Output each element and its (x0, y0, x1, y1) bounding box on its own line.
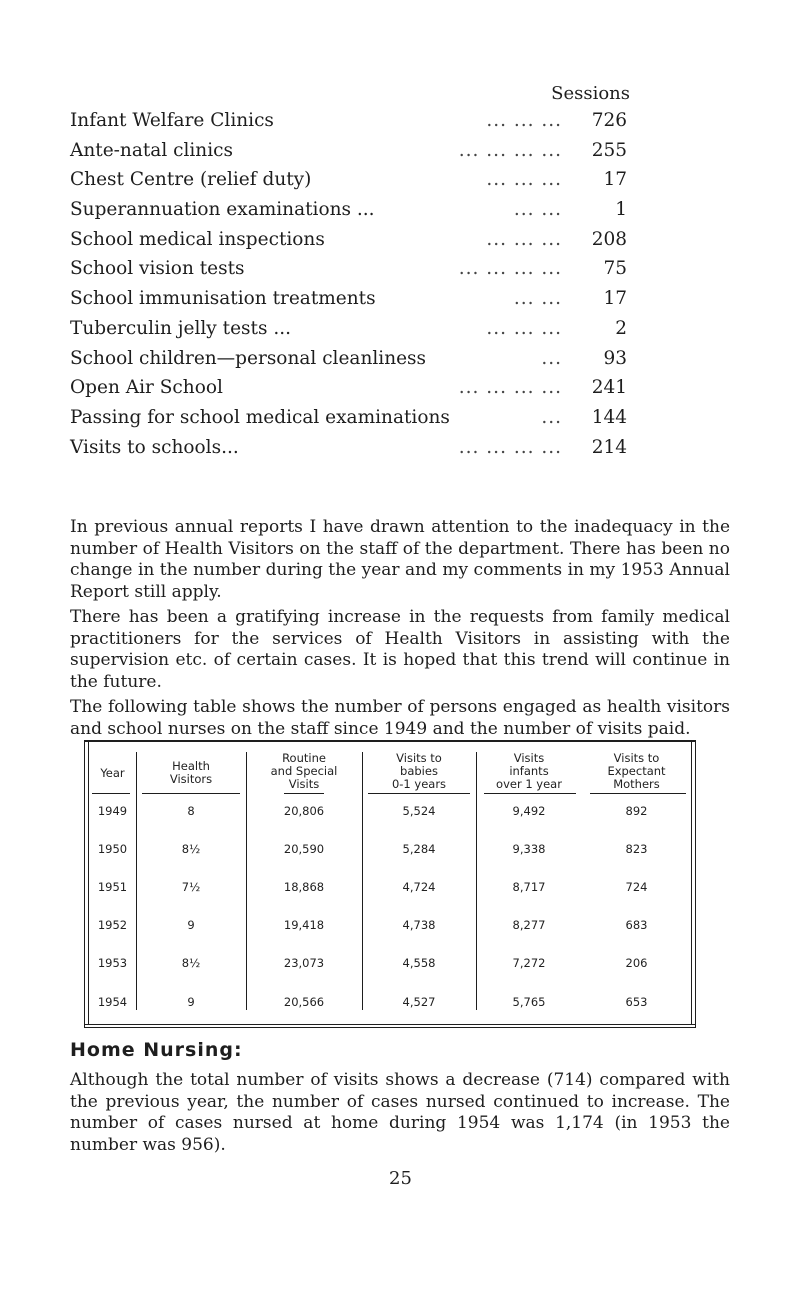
session-row (70, 433, 630, 463)
table-cell-year: 1949 (97, 804, 128, 818)
session-row (70, 165, 630, 195)
paragraph-table-intro: The following table shows the number of persons engaged as health visitors and school nurses on the staff since 1949 and the number of visits paid. (70, 697, 730, 739)
session-leader: ... ... ... ... (458, 436, 562, 458)
underline-health-visitors (142, 793, 240, 794)
underline-routine (284, 793, 324, 794)
table-cell-infants: 7,272 (512, 956, 546, 970)
table-cell-year: 1950 (97, 842, 128, 856)
session-label: School vision tests (70, 258, 245, 280)
session-row (70, 403, 630, 433)
session-rows (70, 106, 630, 462)
session-leader: ... (541, 347, 562, 369)
table-cell-babies: 4,558 (402, 956, 436, 970)
table-cell-infants: 5,765 (512, 995, 546, 1009)
session-leader: ... ... ... ... (458, 377, 562, 399)
table-cell-babies: 4,527 (402, 995, 436, 1009)
session-row (70, 344, 630, 374)
session-value: 75 (603, 258, 627, 280)
session-label: Superannuation examinations ... (70, 199, 375, 221)
sessions-list (70, 82, 630, 462)
table-cell-mothers: 823 (625, 842, 648, 856)
session-label: Infant Welfare Clinics (70, 110, 274, 131)
session-leader: ... ... ... (486, 228, 562, 250)
session-value: 17 (603, 169, 627, 191)
table-cell-hv: 9 (187, 995, 195, 1009)
session-leader: ... (541, 406, 562, 428)
session-row (70, 314, 630, 344)
table-cell-hv: 7½ (181, 880, 201, 894)
session-row (70, 284, 630, 314)
visits-table (84, 740, 696, 1028)
session-leader: ... ... (513, 199, 562, 221)
page-number: 25 (389, 1168, 412, 1189)
session-label: Visits to schools... (70, 436, 239, 458)
session-label: School medical inspections (70, 228, 325, 250)
underline-babies (368, 793, 470, 794)
table-bottom-rule-2 (84, 1027, 696, 1028)
table-right-line (695, 740, 696, 1028)
table-cell-hv: 8 (187, 804, 195, 818)
session-label: Tuberculin jelly tests ... (70, 317, 291, 339)
underline-year (92, 793, 130, 794)
table-cell-infants: 9,492 (512, 804, 546, 818)
table-cell-babies: 5,524 (402, 804, 436, 818)
session-label: Chest Centre (relief duty) (70, 169, 312, 191)
table-cell-mothers: 206 (625, 956, 648, 970)
session-value: 241 (591, 377, 627, 399)
home-nursing-paragraph: Although the total number of visits shows a decrease (714) compared with the previous year, the number of cases nursed continued to increase. The number of cases nursed at home during 1954 was 1,174 (in 1953 the number was 956). (70, 1070, 730, 1155)
table-cell-hv: 9 (187, 918, 195, 932)
table-left-line (84, 740, 85, 1028)
underline-mothers (590, 793, 686, 794)
session-value: 214 (591, 436, 627, 458)
table-cell-infants: 9,338 (512, 842, 546, 856)
table-cell-routine: 23,073 (283, 956, 325, 970)
table-cell-year: 1951 (97, 880, 128, 894)
session-row (70, 136, 630, 166)
table-cell-routine: 20,566 (283, 995, 325, 1009)
header-routine-special-visits: Routine and Special Visits (270, 751, 338, 791)
table-cell-infants: 8,277 (512, 918, 546, 932)
table-top-rule (84, 740, 696, 742)
session-value: 255 (591, 139, 627, 161)
header-year: Year (100, 766, 125, 780)
session-label: Passing for school medical examinations (70, 406, 450, 428)
table-cell-infants: 8,717 (512, 880, 546, 894)
header-visits-babies: Visits to babies 0-1 years (391, 751, 447, 791)
paragraph-inadequacy: In previous annual reports I have drawn attention to the inadequacy in the number of Health Visitors on the staff of the department. There has been no change in the number during the year and my comments in my 1953 Annual Report still apply. (70, 517, 730, 602)
session-leader: ... ... ... ... (458, 258, 562, 280)
table-right-line-inner (691, 742, 692, 1025)
table-cell-year: 1952 (97, 918, 128, 932)
table-cell-year: 1953 (97, 956, 128, 970)
table-cell-routine: 19,418 (283, 918, 325, 932)
session-leader: ... ... ... ... (458, 139, 562, 161)
table-cell-year: 1954 (97, 995, 128, 1009)
session-value: 726 (591, 110, 627, 131)
session-leader: ... ... ... (486, 169, 562, 191)
session-row (70, 195, 630, 225)
session-row (70, 106, 630, 136)
session-row (70, 373, 630, 403)
session-label: School immunisation treatments (70, 288, 376, 310)
underline-infants (484, 793, 576, 794)
table-cell-routine: 18,868 (283, 880, 325, 894)
session-value: 208 (591, 228, 627, 250)
table-cell-routine: 20,806 (283, 804, 325, 818)
header-visits-expectant-mothers: Visits to Expectant Mothers (607, 751, 666, 791)
session-row (70, 225, 630, 255)
table-cell-mothers: 683 (625, 918, 648, 932)
session-leader: ... ... ... (486, 317, 562, 339)
header-visits-infants: Visits infants over 1 year (496, 751, 562, 791)
table-cell-hv: 8½ (181, 842, 201, 856)
table-cell-babies: 5,284 (402, 842, 436, 856)
session-label: Open Air School (70, 377, 223, 399)
session-value: 2 (615, 317, 627, 339)
paragraph-gratifying-increase: There has been a gratifying increase in the requests from family medical practitioners for the services of Health Visitors in assisting with the supervision etc. of certain cases. It is hoped that this trend will continue in the future. (70, 607, 730, 692)
session-value: 17 (603, 288, 627, 310)
table-cell-routine: 20,590 (283, 842, 325, 856)
session-row (70, 254, 630, 284)
session-label: Ante-natal clinics (70, 139, 233, 161)
session-value: 93 (603, 347, 627, 369)
sessions-column-header: Sessions (551, 83, 630, 104)
session-label: School children—personal cleanliness (70, 347, 427, 369)
home-nursing-heading: Home Nursing: (70, 1039, 243, 1061)
table-cell-mothers: 653 (625, 995, 648, 1009)
header-health-visitors: Health Visitors (169, 759, 213, 786)
table-cell-hv: 8½ (181, 956, 201, 970)
table-cell-mothers: 724 (625, 880, 648, 894)
session-leader: ... ... ... (486, 110, 562, 131)
table-bottom-rule-1 (84, 1024, 696, 1025)
session-value: 144 (591, 406, 627, 428)
session-value: 1 (615, 199, 627, 221)
session-leader: ... ... (513, 288, 562, 310)
table-cell-babies: 4,738 (402, 918, 436, 932)
table-cell-babies: 4,724 (402, 880, 436, 894)
table-cell-mothers: 892 (625, 804, 648, 818)
